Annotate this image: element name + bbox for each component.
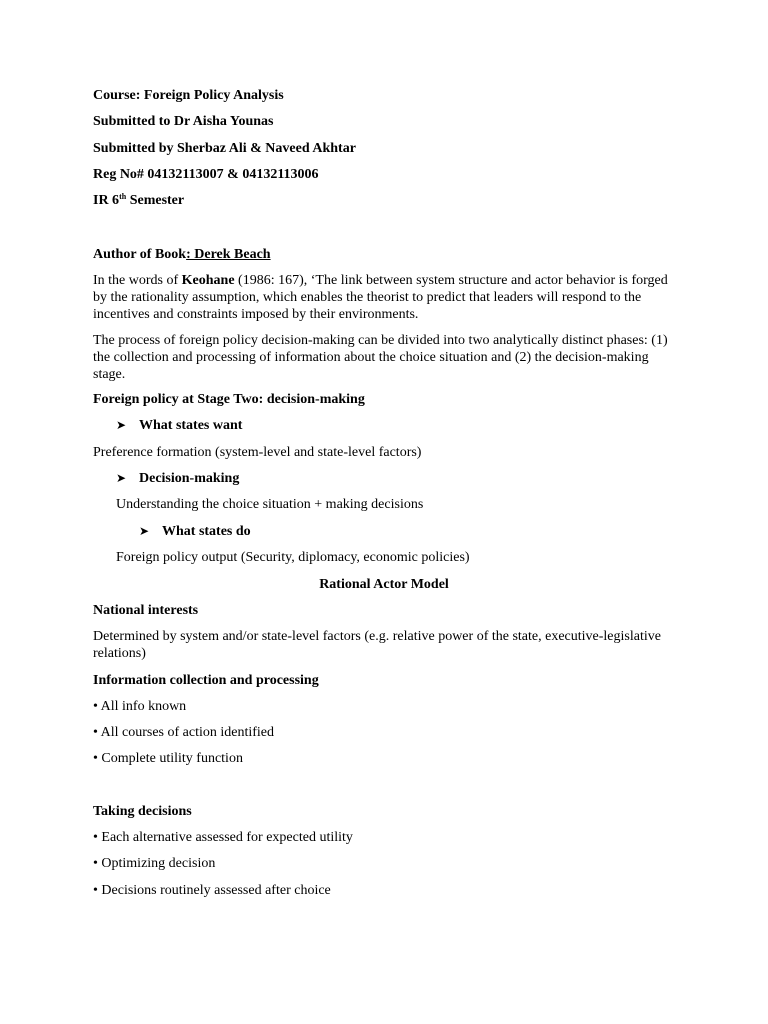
author-label: Author of Book [93,247,187,262]
semester-suffix: Semester [126,193,185,208]
stage-heading-3-text: What states do [162,524,251,539]
keohane-paragraph [93,272,678,323]
keohane-text: (1986: 167), ‘The link between system structure and actor behavior is forged by the rationality assumption, which enables the theorist to predict that leaders will respond to the incentives and constraints imposed by their environments. [93,273,668,322]
list-item: • Optimizing decision [93,856,216,871]
stage-text-2: Understanding the choice situation + making decisions [116,497,424,512]
stage-text-3: Foreign policy output (Security, diplomacy, economic policies) [116,550,470,565]
stage-heading-1-text: What states want [139,418,243,433]
arrow-bullet-icon: ➤ [139,524,150,538]
list-item: • All info known [93,699,187,714]
reg-no-line: Reg No# 04132113007 & 04132113006 [93,167,319,182]
semester-superscript: th [119,192,127,201]
model-title: Rational Actor Model [319,577,449,592]
process-paragraph: The process of foreign policy decision-making can be divided into two analytically distinct phases: (1) the collection and processing of information about the choice situation and (2) the decision-making stage. [93,333,668,382]
stage-heading-3 [139,523,251,540]
info-collection-heading: Information collection and processing [93,673,319,688]
list-item: • Each alternative assessed for expected utility [93,830,353,845]
taking-decisions-heading: Taking decisions [93,804,192,819]
arrow-bullet-icon: ➤ [116,471,127,485]
stage-heading-1 [116,417,242,434]
stage-text-1: Preference formation (system-level and state-level factors) [93,445,422,460]
stage-heading-2-text: Decision-making [139,471,240,486]
submitted-by-line: Submitted by Sherbaz Ali & Naveed Akhtar [93,141,356,156]
list-item: • Decisions routinely assessed after choice [93,883,331,898]
semester-prefix: IR 6 [93,193,120,208]
stage-heading-2 [116,470,239,487]
list-item: • Complete utility function [93,751,243,766]
national-interests-heading: National interests [93,603,199,618]
author-line [93,246,271,263]
national-interests-text: Determined by system and/or state-level factors (e.g. relative power of the state, executive-legislative relations) [93,629,661,661]
author-name: : Derek Beach [186,247,271,262]
stage-two-heading: Foreign policy at Stage Two: decision-making [93,392,365,407]
semester-line [93,192,184,209]
submitted-to-line: Submitted to Dr Aisha Younas [93,114,274,129]
keohane-name: Keohane [181,273,235,288]
arrow-bullet-icon: ➤ [116,418,127,432]
keohane-prefix: In the words of [93,273,182,288]
course-line: Course: Foreign Policy Analysis [93,88,284,103]
list-item: • All courses of action identified [93,725,275,740]
